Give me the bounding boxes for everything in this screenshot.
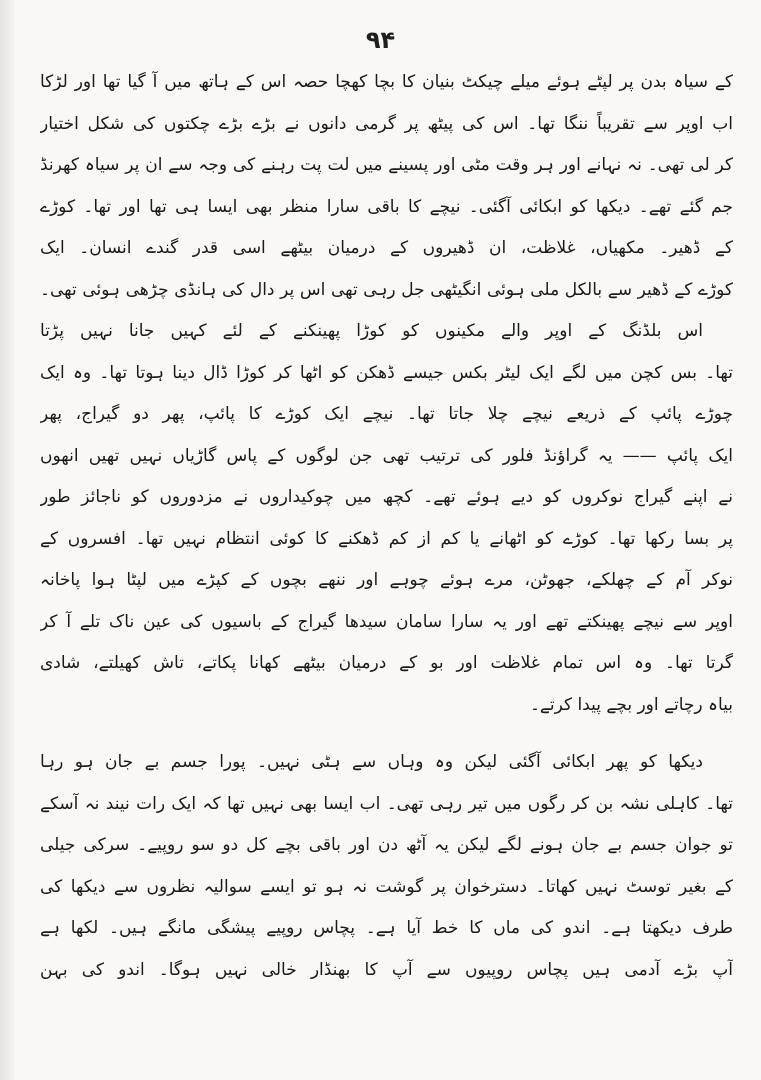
text-line: نے اپنے گیراج نوکروں کو دیے ہوئے تھے۔ کچھ میں چوکیداروں نے مزدوروں کو ناجائز طور <box>40 487 733 507</box>
text-line: تو جوان جسم بے جان ہونے لگے لیکن یہ آٹھ دن اور باقی بچے کل دو سو روپیے۔ سرکی جیلی <box>40 835 733 855</box>
text-line: کوڑے کے ڈھیر سے بالکل ملی ہوئی انگیٹھی جل رہی تھی اس پر دال کی ہانڈی چڑھی ہوئی تھی۔ <box>40 279 733 300</box>
text-line: جم گئے تھے۔ دیکھا کو ابکائی آگئی۔ نیچے کا باقی سارا منظر بھی ایسا ہی تھا اور تھا۔ کوڑے <box>40 196 733 217</box>
paragraph <box>40 62 733 726</box>
text-line: گرتا تھا۔ وہ اس تمام غلاظت اور بو کے درمیان بیٹھے کھانا پکاتے، تاش کھیلتے، شادی <box>40 653 733 673</box>
text-line: کر لی تھی۔ نہ نہانے اور ہر وقت مٹی اور پسینے میں لت پت رہنے کی وجہ سے ان پر سیاہ کھرنڈ <box>40 155 733 175</box>
page-binding-edge <box>0 0 14 1080</box>
text-line: تھا۔ کاہلی نشہ بن کر رگوں میں تیر رہی تھی۔ اب ایسا بھی نہیں تھا کہ ایک رات نیند نہ آسکے <box>40 793 733 814</box>
text-line: اوپر سے نیچے پھینکتے تھے اور یہ سارا سامان سیدھا گیراج کے باسیوں کی عین ناک تلے آ کر <box>40 611 733 632</box>
page-number: ۹۴ <box>365 26 396 54</box>
text-line: طرف دیکھتا ہے۔ اندو کی ماں کا خط آیا ہے۔ پچاس روپیے پیشگی مانگے ہیں۔ لکھا ہے <box>40 918 733 938</box>
text-line: پر بسا رکھا تھا۔ کوڑے کو اٹھانے یا کم از کم ڈھکنے کا کوئی انتظام نہیں تھا۔ افسروں کے <box>40 528 733 549</box>
text-line: اس بلڈنگ کے اوپر والے مکینوں کو کوڑا پھینکنے کے لئے کہیں جانا نہیں پڑتا <box>40 321 703 341</box>
text-line: اب اوپر سے تقریباً ننگا تھا۔ اس کی پیٹھ پر گرمی دانوں نے بڑے بڑے چکتوں کی شکل اختیار <box>40 113 733 134</box>
text-line: کے ڈھیر۔ مکھیاں، غلاظت، ان ڈھیروں کے درمیان بیٹھے اسی قدر گندے انسان۔ ایک <box>40 238 733 258</box>
text-line: ایک پائپ —— یہ گراؤنڈ فلور کی ترتیب تھی جن لوگوں کے پاس گاڑیاں نہیں تھیں انھوں <box>40 445 733 466</box>
text-line: آپ بڑے آدمی ہیں پچاس روپیوں سے آپ کا بھنڈار خالی نہیں ہوگا۔ اندو کی بہن <box>40 959 733 980</box>
text-line: کے سیاہ بدن پر لپٹے ہوئے میلے چیکٹ بنیان کا بچا کھچا حصہ اس کے ہاتھ میں آ گیا تھا اور لڑکا <box>40 72 733 92</box>
paragraph-gap <box>40 726 733 742</box>
paragraph <box>40 742 733 991</box>
text-line: تھا۔ بس کچن میں لگے ایک لیٹر بکس جیسے ڈھکن کو اٹھا کر کوڑا ڈال دینا ہوتا تھا۔ وہ ایک <box>40 362 733 383</box>
page-body-text <box>40 62 733 991</box>
text-line: دیکھا کو پھر ابکائی آگئی لیکن وہ وہاں سے ہٹی نہیں۔ پورا جسم بے جان ہو رہا <box>40 752 703 772</box>
text-line: کے بغیر توسٹ نہیں کھاتا۔ دسترخوان پر گوشت نہ ہو تو ایسے سوالیہ نظروں سے دیکھا کی <box>40 876 733 897</box>
text-line: چوڑے پائپ کے ذریعے نیچے چلا جاتا تھا۔ نیچے ایک کوڑے کا پائپ، پھر دو گیراج، پھر <box>40 404 733 424</box>
text-line: بیاہ رچاتے اور بچے پیدا کرتے۔ <box>529 694 733 715</box>
text-line: نوکر آم کے چھلکے، جھوٹن، مرے ہوئے چوہے اور ننھے بچوں کے کپڑے میں لپٹا ہوا پاخانہ <box>40 570 733 590</box>
